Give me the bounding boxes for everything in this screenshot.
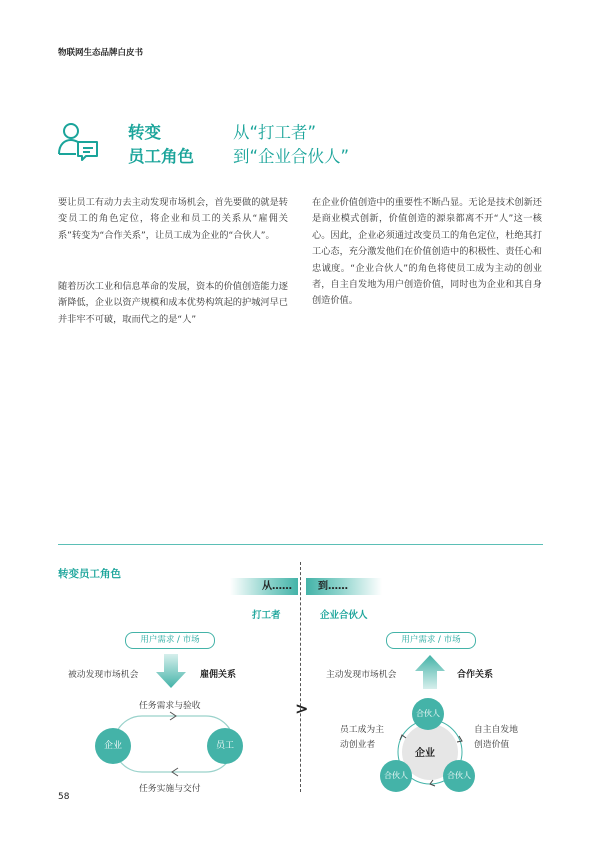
subtitle-line-1: 从“打工者”: [233, 123, 317, 142]
passive-discovery-label: 被动发现市场机会: [68, 670, 139, 680]
right-market-tag: 用户需求 / 市场: [386, 632, 476, 649]
page-title: [128, 121, 194, 169]
paragraph-2: 随着历次工业和信息革命的发展，资本的价值创造能力逐渐降低，企业以资产规模和成本优势构筑起的护城河早已并非牢不可破，取而代之的是“人”: [58, 281, 288, 325]
company-node: 企业: [95, 728, 131, 764]
self-driven-text-line-2: 创造价值: [474, 740, 510, 750]
center-company-label: 企业: [415, 748, 435, 759]
person-chat-icon: [56, 120, 100, 164]
employment-relation-label: 雇佣关系: [200, 670, 237, 680]
task-demand-label: 任务需求与验收: [139, 701, 201, 711]
section-divider: [58, 544, 543, 545]
title-line-1: 转变: [128, 123, 161, 142]
to-pill: 到……: [306, 578, 382, 595]
entrepreneur-text: [340, 723, 384, 753]
page-number: 58: [58, 792, 70, 802]
entrepreneur-text-line-2: 动创业者: [340, 740, 376, 750]
title-line-2: 员工角色: [128, 147, 194, 166]
paragraph-3: 在企业价值创造中的重要性不断凸显。无论是技术创新还是商业模式创新，价值创造的源泉都离不开“人”这一核心。因此，企业必须通过改变员工的角色定位，杜绝其打工心态，充分激发他们在价值创造中的积极性、责任心和忠诚度。“企业合伙人”的角色将使员工成为主动的创业者，自主自发地为用户创造价值，同时也为企业和其自身创造价值。: [312, 197, 542, 307]
partner-node-top: 合伙人: [412, 698, 444, 730]
from-pill: 从……: [230, 578, 298, 595]
from-role: 打工者: [252, 610, 281, 621]
subtitle-line-2: 到“企业合伙人”: [233, 147, 350, 166]
page-subtitle: [233, 121, 349, 169]
center-dashed-line: [300, 562, 301, 792]
partner-node-right: 合伙人: [443, 760, 475, 792]
transition-arrow-icon: >: [295, 699, 309, 718]
to-role: 企业合伙人: [320, 610, 368, 621]
partner-node-left: 合伙人: [380, 760, 412, 792]
self-driven-text-line-1: 自主自发地: [474, 725, 518, 735]
task-delivery-label: 任务实施与交付: [139, 784, 201, 794]
active-discovery-label: 主动发现市场机会: [326, 670, 397, 680]
employee-node: 员工: [207, 728, 243, 764]
paragraph-1: 要让员工有动力去主动发现市场机会，首先要做的就是转变员工的角色定位，将企业和员工的关系从“雇佣关系”转变为“合作关系”，让员工成为企业的“合伙人”。: [58, 197, 288, 241]
self-driven-text: [474, 723, 518, 753]
cooperation-relation-label: 合作关系: [457, 670, 494, 680]
down-arrow-icon: [155, 654, 187, 688]
header-title: 物联网生态品牌白皮书: [58, 48, 144, 58]
left-market-tag: 用户需求 / 市场: [125, 632, 215, 649]
entrepreneur-text-line-1: 员工成为主: [340, 725, 384, 735]
diagram-title: 转变员工角色: [58, 568, 121, 580]
up-arrow-icon: [414, 655, 446, 689]
